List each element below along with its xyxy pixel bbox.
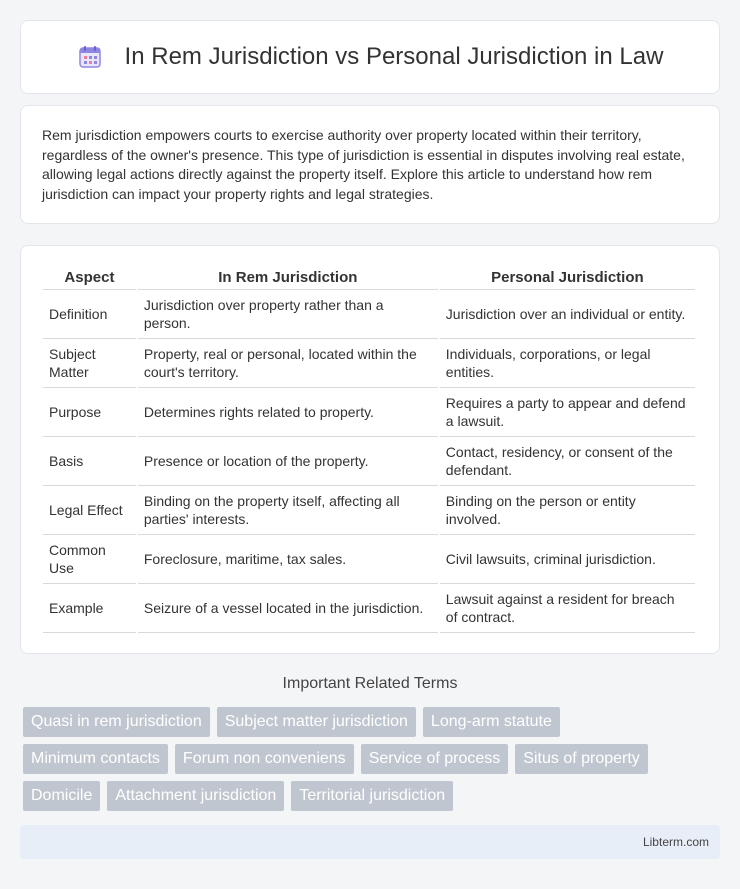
tag-long-arm-statute[interactable]: Long-arm statute [423,707,560,737]
table-row [43,584,695,633]
cell-aspect: Basis [43,437,136,486]
tag-subject-matter-jurisdiction[interactable]: Subject matter jurisdiction [217,707,416,737]
footer [20,825,720,859]
cell-in-rem: Jurisdiction over property rather than a person. [138,290,438,339]
tag-domicile[interactable]: Domicile [23,781,100,811]
cell-personal: Jurisdiction over an individual or entity. [440,290,695,339]
cell-personal: Civil lawsuits, criminal jurisdiction. [440,535,695,584]
cell-aspect: Example [43,584,136,633]
table-header-row [43,265,695,290]
header-aspect: Aspect [43,265,136,290]
header-card [20,20,720,94]
tag-territorial-jurisdiction[interactable]: Territorial jurisdiction [291,781,453,811]
comparison-table-card [20,245,720,654]
cell-personal: Binding on the person or entity involved. [440,486,695,535]
cell-personal: Individuals, corporations, or legal entities. [440,339,695,388]
header-personal: Personal Jurisdiction [440,265,695,290]
table-row [43,388,695,437]
header-in-rem: In Rem Jurisdiction [138,265,438,290]
cell-in-rem: Foreclosure, maritime, tax sales. [138,535,438,584]
cell-in-rem: Seizure of a vessel located in the jurisdiction. [138,584,438,633]
tag-forum-non-conveniens[interactable]: Forum non conveniens [175,744,354,774]
cell-aspect: Common Use [43,535,136,584]
table-row [43,290,695,339]
cell-in-rem: Presence or location of the property. [138,437,438,486]
tag-situs-of-property[interactable]: Situs of property [515,744,648,774]
intro-text: Rem jurisdiction empowers courts to exercise authority over property located within their territory, regardless of the owner's presence. This type of jurisdiction is essential in disputes involving real estate, allowing legal actions directly against the property itself. Explore this article to understand how rem jurisdiction can impact your property rights and legal strategies. [42,127,685,202]
cell-personal: Lawsuit against a resident for breach of contract. [440,584,695,633]
cell-aspect: Legal Effect [43,486,136,535]
tag-attachment-jurisdiction[interactable]: Attachment jurisdiction [107,781,284,811]
related-terms-title: Important Related Terms [282,675,458,692]
cell-personal: Contact, residency, or consent of the defendant. [440,437,695,486]
cell-personal: Requires a party to appear and defend a lawsuit. [440,388,695,437]
comparison-table [41,265,697,633]
related-terms-list [23,707,723,818]
tag-row [23,744,723,774]
cell-aspect: Definition [43,290,136,339]
calendar-icon [77,44,103,70]
footer-brand-link[interactable]: Libterm.com [642,835,709,849]
table-row [43,535,695,584]
cell-in-rem: Binding on the property itself, affecting all parties' interests. [138,486,438,535]
cell-aspect: Subject Matter [43,339,136,388]
table-row [43,486,695,535]
table-row [43,339,695,388]
cell-in-rem: Property, real or personal, located within the court's territory. [138,339,438,388]
tag-minimum-contacts[interactable]: Minimum contacts [23,744,168,774]
tag-quasi-in-rem[interactable]: Quasi in rem jurisdiction [23,707,210,737]
page-title: In Rem Jurisdiction vs Personal Jurisdiction in Law [124,43,664,70]
table-row [43,437,695,486]
cell-in-rem: Determines rights related to property. [138,388,438,437]
tag-service-of-process[interactable]: Service of process [361,744,509,774]
cell-aspect: Purpose [43,388,136,437]
intro-card [20,105,720,224]
tag-row [23,707,723,737]
tag-row [23,781,723,811]
